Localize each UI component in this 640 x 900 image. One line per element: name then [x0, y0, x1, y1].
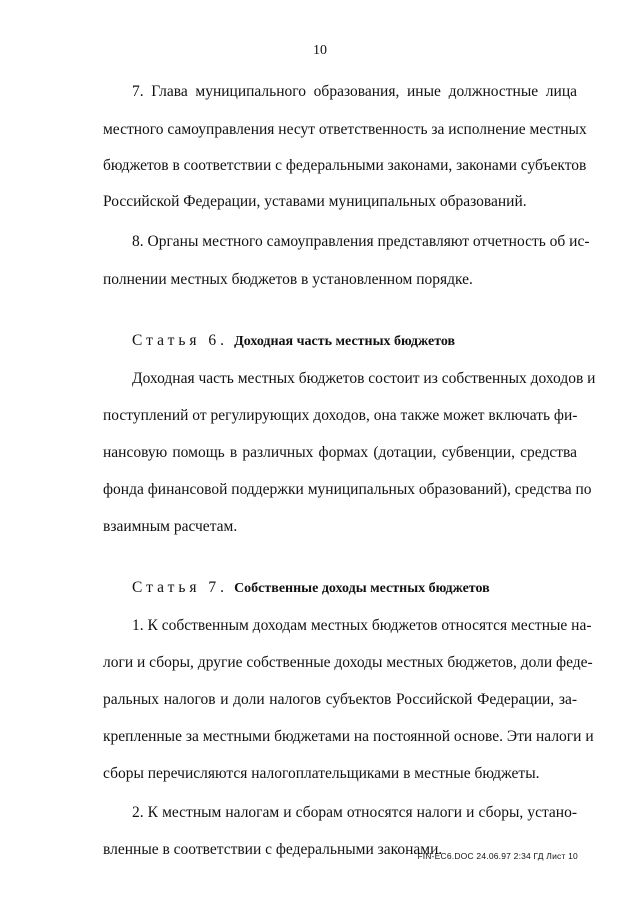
article-7-heading: [132, 578, 577, 599]
article-6-line-1: Доходная часть местных бюджетов состоит из собственных доходов и: [132, 370, 596, 387]
article-7-title: Собственные доходы местных бюджетов: [234, 581, 490, 596]
paragraph-7-line-2: местного самоуправления несут ответственность за исполнение местных: [103, 121, 587, 138]
article-7-label: Статья 7.: [132, 579, 229, 596]
paragraph-7-line-3: бюджетов в соответствии с федеральными законами, законами субъектов: [103, 157, 587, 174]
article-7-p1-line-1: 1. К собственным доходам местных бюджетов относятся местные на-: [132, 617, 592, 634]
article-6-title: Доходная часть местных бюджетов: [234, 334, 456, 349]
article-6-line-2: поступлений от регулирующих доходов, она также может включать фи-: [103, 407, 578, 424]
article-7-p1-line-2: логи и сборы, другие собственные доходы местных бюджетов, доли феде-: [103, 654, 593, 671]
paragraph-7-line-4: Российской Федерации, уставами муниципальных образований.: [103, 193, 527, 210]
article-7-p2-line-2: вленные в соответствии с федеральными законами.: [103, 841, 443, 858]
article-6-line-4: фонда финансовой поддержки муниципальных образований), средства по: [103, 481, 592, 498]
page-number: 10: [313, 43, 327, 58]
paragraph-8-line-2: полнении местных бюджетов в установленном порядке.: [103, 271, 473, 288]
document-footer: FIN-EC6.DOC 24.06.97 2:34 ГД Лист 10: [417, 851, 578, 861]
article-7-p1-line-3: ральных налогов и доли налогов субъектов Российской Федерации, за-: [103, 691, 577, 708]
article-7-p1-line-5: сборы перечисляются налогоплательщиками в местные бюджеты.: [103, 765, 540, 782]
article-7-p2-line-1: 2. К местным налогам и сборам относятся налоги и сборы, устано-: [132, 804, 577, 821]
paragraph-7-line-1: 7. Глава муниципального образования, иные должностные лица: [132, 83, 577, 100]
paragraph-8-line-1: 8. Органы местного самоуправления представляют отчетность об ис-: [132, 233, 590, 250]
article-6-line-5: взаимным расчетам.: [103, 518, 238, 535]
article-6-heading: [132, 331, 577, 352]
article-6-label: Статья 6.: [132, 332, 229, 349]
article-6-line-3: нансовую помощь в различных формах (дотации, субвенции, средства: [103, 444, 577, 461]
article-7-p1-line-4: крепленные за местными бюджетами на постоянной основе. Эти налоги и: [103, 728, 594, 745]
